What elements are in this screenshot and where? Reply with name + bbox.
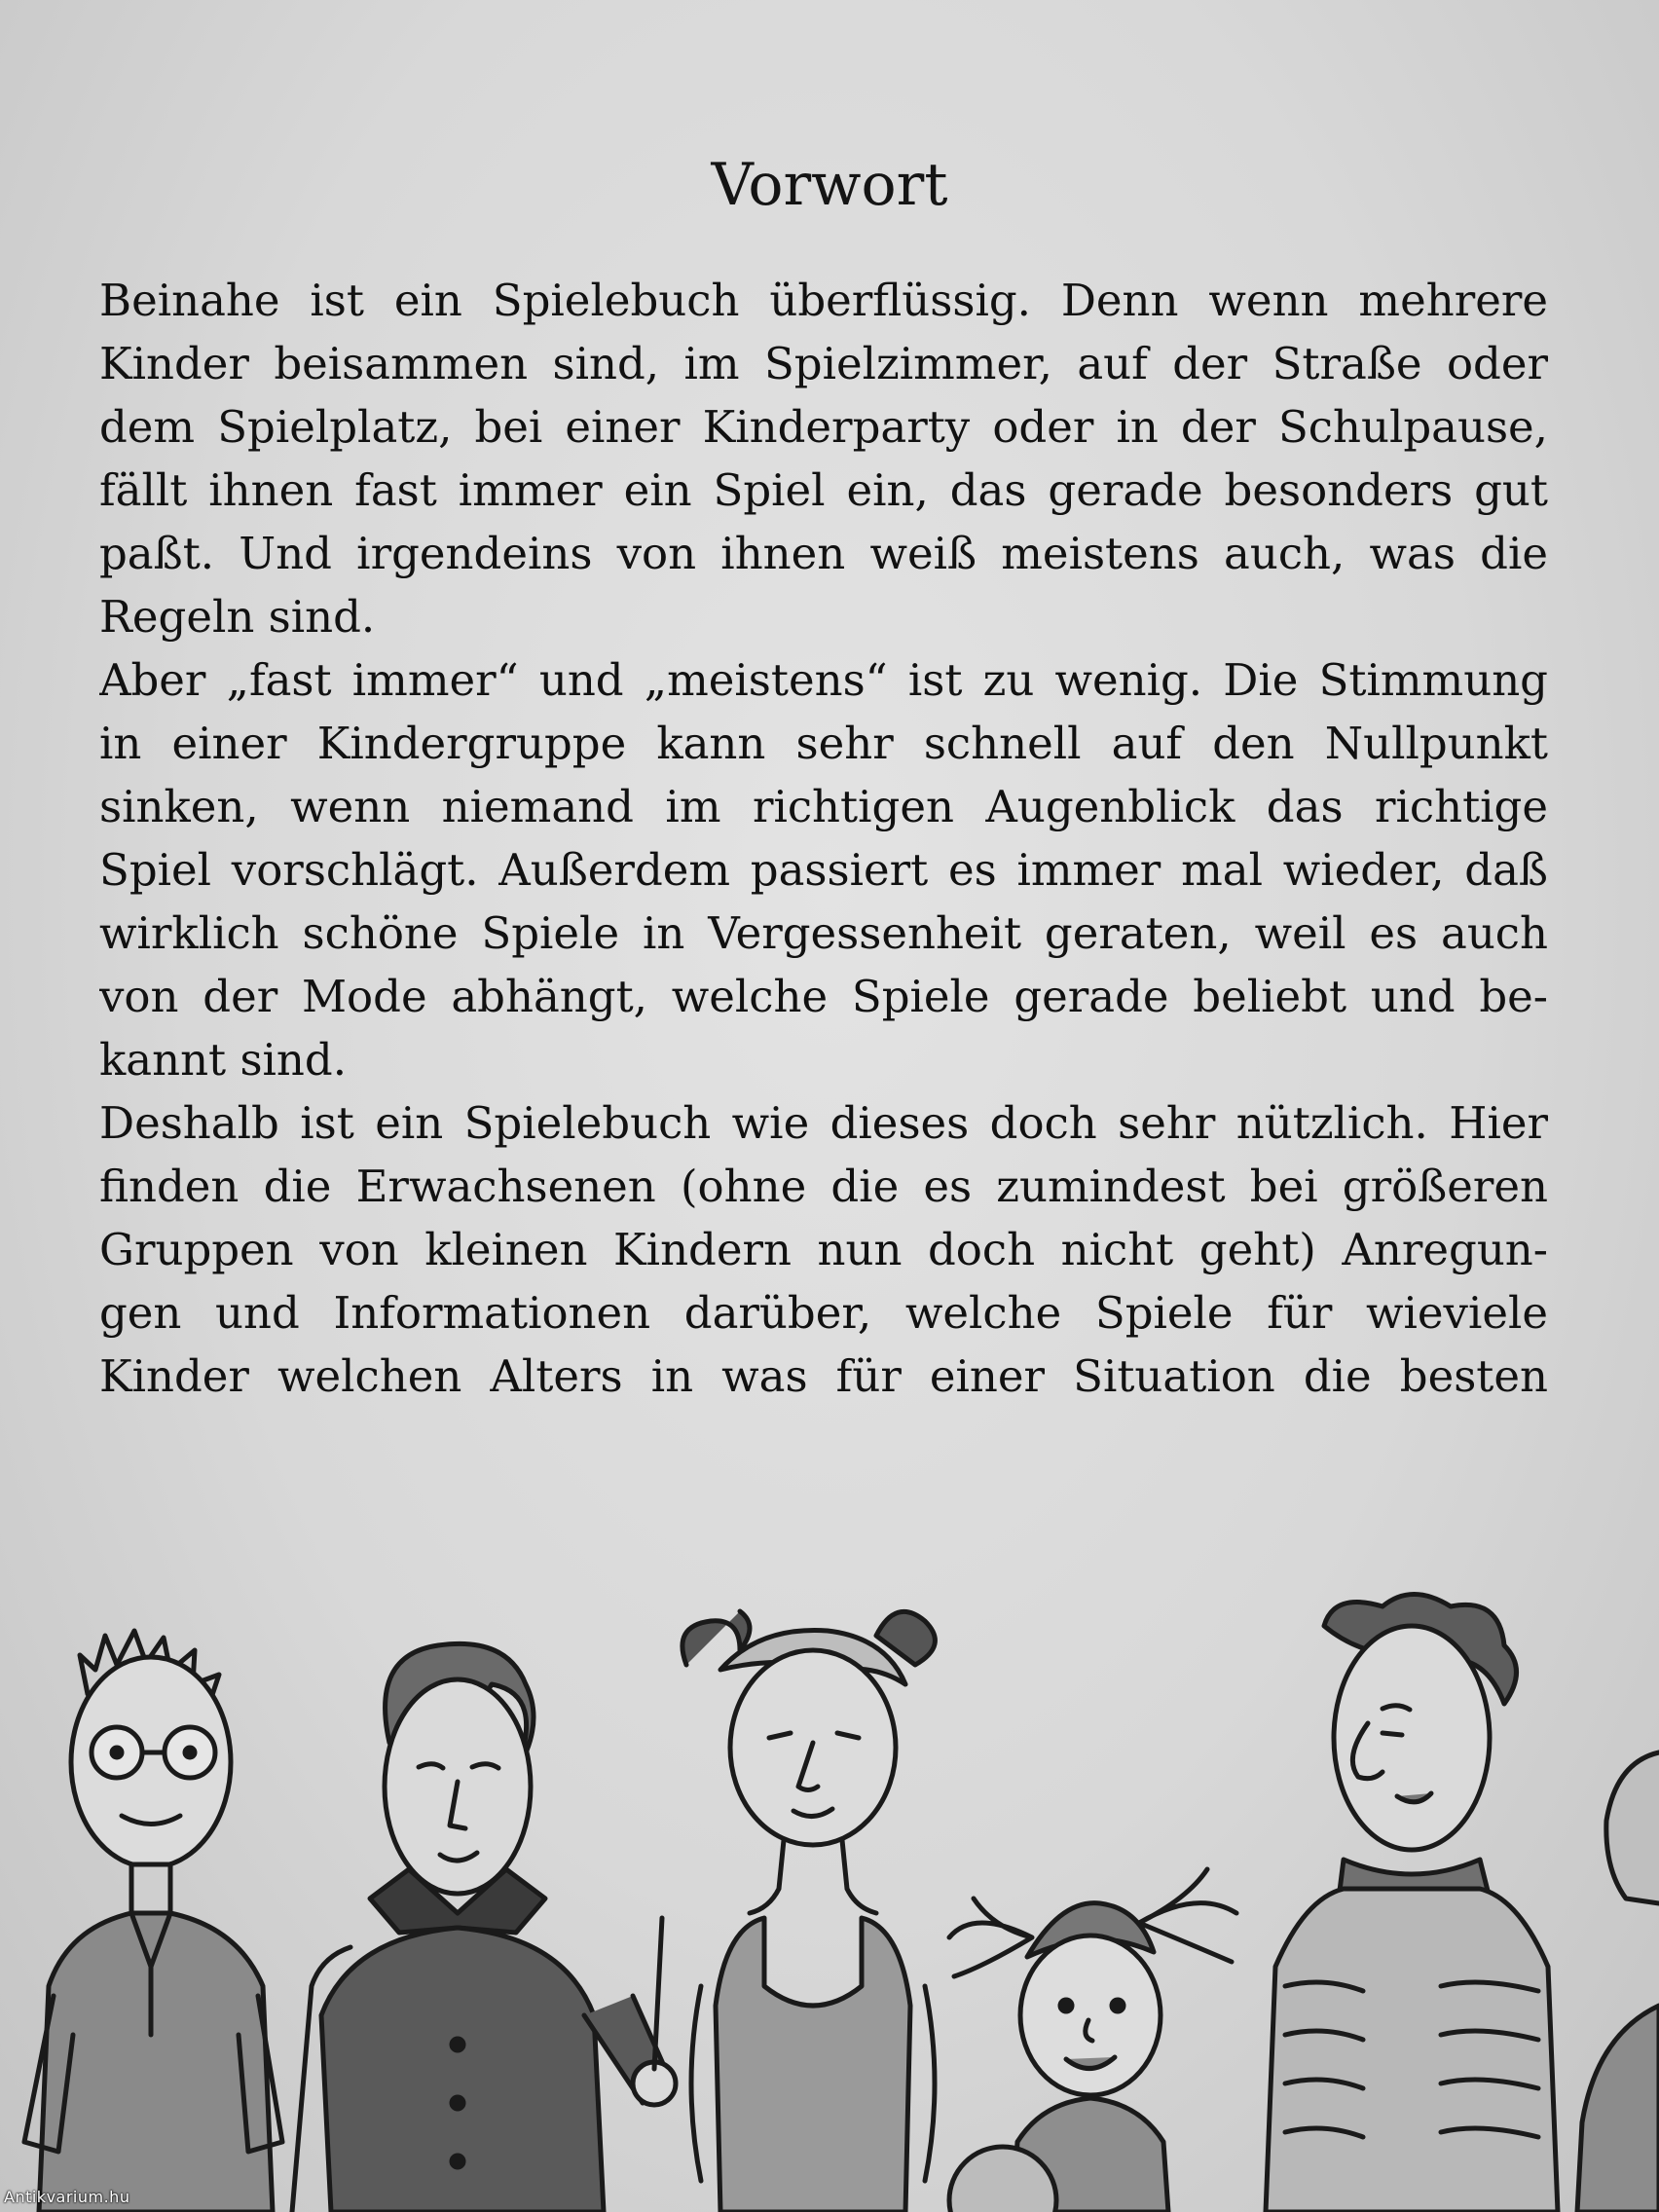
partial-figure-right-edge	[1577, 1752, 1659, 2212]
text-line: wirklich schöne Spiele in Vergessenheit geraten, weil es auch	[99, 907, 1548, 959]
text-line: Beinahe ist ein Spielebuch überflüssig. Denn wenn mehrere	[99, 275, 1548, 326]
text-line: in einer Kindergruppe kann sehr schnell auf den Nullpunkt	[99, 718, 1548, 769]
text-line: Aber „fast immer“ und „meistens“ ist zu wenig. Die Stimmung	[99, 654, 1548, 706]
conductor-figure	[292, 1643, 676, 2212]
text-line: kannt sind.	[99, 1034, 348, 1086]
text-line: Spiel vorschlägt. Außerdem passiert es immer mal wieder, daß	[99, 844, 1548, 896]
young-man-with-scarf-figure	[1266, 1595, 1558, 2212]
text-line: gen und Informationen darüber, welche Spiele für wieviele	[99, 1287, 1548, 1339]
girl-with-bows-figure	[682, 1611, 936, 2212]
watermark-text: Antikvarium.hu	[4, 2188, 130, 2206]
text-line: von der Mode abhängt, welche Spiele gerade beliebt und be-	[99, 971, 1548, 1022]
body-text	[99, 269, 1548, 1408]
text-line: finden die Erwachsenen (ohne die es zumindest bei größeren	[99, 1161, 1548, 1212]
text-line: Kinder welchen Alters in was für einer Situation die besten	[99, 1350, 1548, 1402]
boy-with-glasses-figure	[24, 1631, 282, 2212]
page-title: Vorwort	[711, 151, 948, 219]
text-line: Kinder beisammen sind, im Spielzimmer, auf der Straße oder	[99, 338, 1548, 389]
text-line: dem Spielplatz, bei einer Kinderparty oder in der Schulpause,	[99, 401, 1548, 453]
text-line: Deshalb ist ein Spielebuch wie dieses doch sehr nützlich. Hier	[99, 1097, 1548, 1149]
text-line: sinken, wenn niemand im richtigen Augenblick das richtige	[99, 781, 1548, 832]
text-line: fällt ihnen fast immer ein Spiel ein, das gerade besonders gut	[99, 464, 1548, 516]
text-line: Gruppen von kleinen Kindern nun doch nicht geht) Anregun-	[99, 1224, 1548, 1275]
text-line: Regeln sind.	[99, 591, 376, 643]
text-line: paßt. Und irgendeins von ihnen weiß meistens auch, was die	[99, 528, 1548, 579]
small-girl-with-pigtails-figure	[949, 1869, 1236, 2212]
children-illustration	[0, 1577, 1659, 2212]
